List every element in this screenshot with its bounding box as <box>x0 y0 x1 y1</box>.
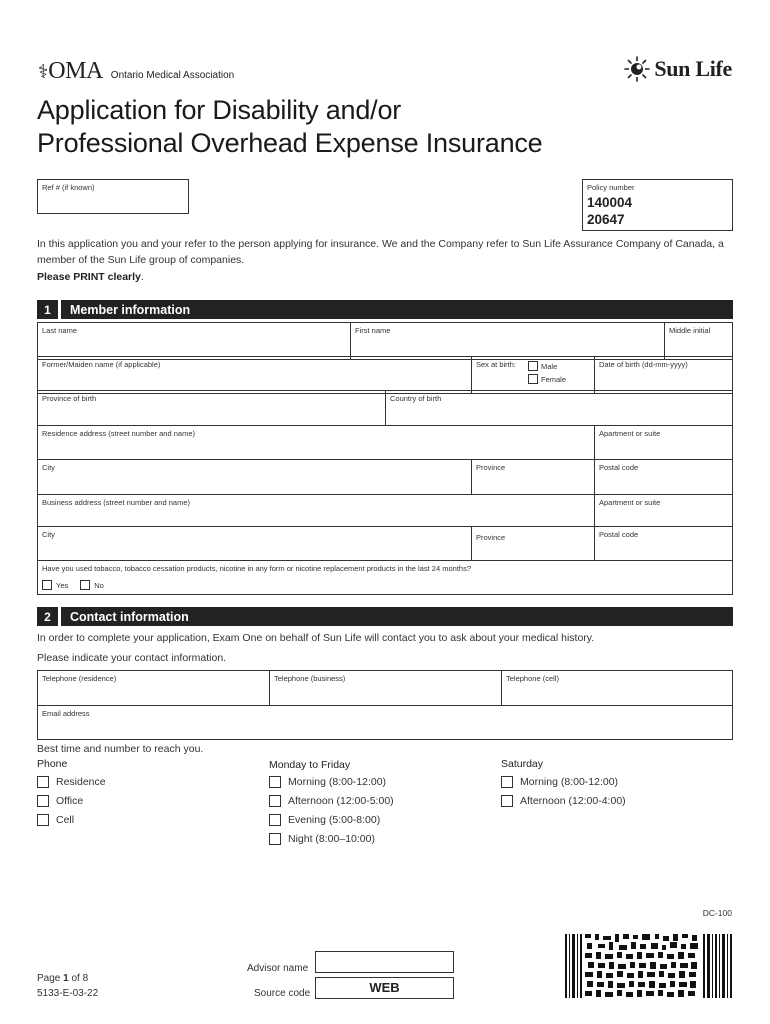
telephone-residence-field[interactable]: Telephone (residence) <box>37 670 270 706</box>
checkbox[interactable] <box>269 795 281 807</box>
residence-apartment-field[interactable]: Apartment or suite <box>594 425 733 460</box>
female-option[interactable]: Female <box>528 374 566 384</box>
page-title: Application for Disability and/or Professional Overhead Expense Insurance <box>37 95 543 158</box>
page-number: Page 1 of 8 <box>37 973 89 984</box>
residence-province-field[interactable]: Province <box>471 459 595 495</box>
checkbox[interactable] <box>269 814 281 826</box>
sun-icon <box>624 56 650 82</box>
contact-form <box>37 670 733 740</box>
business-city-field[interactable]: City <box>37 526 472 561</box>
checkbox[interactable] <box>37 795 49 807</box>
male-checkbox[interactable] <box>528 361 538 371</box>
telephone-cell-field[interactable]: Telephone (cell) <box>501 670 733 706</box>
section-title: Contact information <box>70 609 189 624</box>
checkbox[interactable] <box>269 776 281 788</box>
barcode-icon <box>565 934 732 998</box>
weekday-option-evening[interactable]: Evening (5:00-8:00) <box>269 814 380 826</box>
tobacco-no-checkbox[interactable] <box>80 580 90 590</box>
province-of-birth-field[interactable]: Province of birth <box>37 390 386 426</box>
phone-option-cell[interactable]: Cell <box>37 814 74 826</box>
best-time-label: Best time and number to reach you. <box>37 743 204 755</box>
first-name-field[interactable]: First name <box>350 322 665 360</box>
middle-initial-field[interactable]: Middle initial <box>664 322 733 360</box>
advisor-name-label: Advisor name <box>247 963 309 974</box>
checkbox[interactable] <box>37 776 49 788</box>
checkbox[interactable] <box>37 814 49 826</box>
oma-wordmark: OMA <box>48 58 103 84</box>
section-2-header <box>37 607 733 626</box>
policy-number-line1: 140004 <box>587 195 633 210</box>
weekday-option-afternoon[interactable]: Afternoon (12:00-5:00) <box>269 795 394 807</box>
phone-option-office[interactable]: Office <box>37 795 83 807</box>
residence-postal-code-field[interactable]: Postal code <box>594 459 733 495</box>
checkbox[interactable] <box>501 776 513 788</box>
saturday-option-afternoon[interactable]: Afternoon (12:00-4:00) <box>501 795 626 807</box>
phone-heading: Phone <box>37 758 68 770</box>
oma-logo <box>38 58 234 85</box>
sunlife-wordmark: Sun Life <box>654 56 732 81</box>
tobacco-question: Have you used tobacco, tobacco cessation products, nicotine in any form or nicotine replacement products in the last 24 months? Yes No <box>37 560 733 595</box>
business-address-field[interactable]: Business address (street number and name) <box>37 494 595 527</box>
residence-address-field[interactable]: Residence address (street number and name) <box>37 425 595 460</box>
caduceus-icon: ⚕ <box>38 61 49 83</box>
source-code-field[interactable]: WEB <box>315 977 454 999</box>
date-of-birth-field[interactable]: Date of birth (dd-mm-yyyy) <box>594 356 733 394</box>
contact-instruction: Please indicate your contact information. <box>37 652 227 664</box>
checkbox[interactable] <box>501 795 513 807</box>
section-1-header <box>37 300 733 319</box>
section-number: 1 <box>37 300 61 319</box>
sex-at-birth-field: Sex at birth: Male Female <box>471 356 595 394</box>
contact-intro: In order to complete your application, Exam One on behalf of Sun Life will contact you to ask about your medical history. <box>37 632 595 644</box>
phone-option-residence[interactable]: Residence <box>37 776 106 788</box>
form-code: 5133-E-03-22 <box>37 988 99 999</box>
weekday-option-night[interactable]: Night (8:00–10:00) <box>269 833 375 845</box>
section-title: Member information <box>70 302 191 317</box>
oma-full-name: Ontario Medical Association <box>110 70 235 81</box>
tobacco-yes-checkbox[interactable] <box>42 580 52 590</box>
policy-number-field[interactable]: Policy number 140004 20647 <box>582 179 733 231</box>
checkbox[interactable] <box>269 833 281 845</box>
email-address-field[interactable]: Email address <box>37 705 733 740</box>
female-checkbox[interactable] <box>528 374 538 384</box>
residence-city-field[interactable]: City <box>37 459 472 495</box>
business-province-field[interactable]: Province <box>471 526 595 561</box>
country-of-birth-field[interactable]: Country of birth <box>385 390 733 426</box>
print-note: Please PRINT clearly. <box>37 271 144 283</box>
advisor-name-field[interactable] <box>315 951 454 973</box>
business-postal-code-field[interactable]: Postal code <box>594 526 733 561</box>
doc-code: DC-100 <box>702 908 732 918</box>
intro-text: In this application you and your refer to the person applying for insurance. We and the Company refer to Sun Life Assurance Company of Canada, a member of the Sun Life group of companies. <box>37 238 724 266</box>
business-apartment-field[interactable]: Apartment or suite <box>594 494 733 527</box>
ref-number-field[interactable]: Ref # (if known) <box>37 179 189 214</box>
section-number: 2 <box>37 607 61 626</box>
former-name-field[interactable]: Former/Maiden name (if applicable) <box>37 356 472 394</box>
weekday-heading: Monday to Friday <box>269 759 351 771</box>
saturday-option-morning[interactable]: Morning (8:00-12:00) <box>501 776 618 788</box>
telephone-business-field[interactable]: Telephone (business) <box>269 670 502 706</box>
weekday-option-morning[interactable]: Morning (8:00-12:00) <box>269 776 386 788</box>
last-name-field[interactable]: Last name <box>37 322 351 360</box>
sunlife-logo <box>624 56 732 82</box>
saturday-heading: Saturday <box>501 758 544 770</box>
policy-number-line2: 20647 <box>587 212 625 227</box>
male-option[interactable]: Male <box>528 361 566 371</box>
member-info-form <box>37 322 733 598</box>
source-code-label: Source code <box>254 988 311 999</box>
